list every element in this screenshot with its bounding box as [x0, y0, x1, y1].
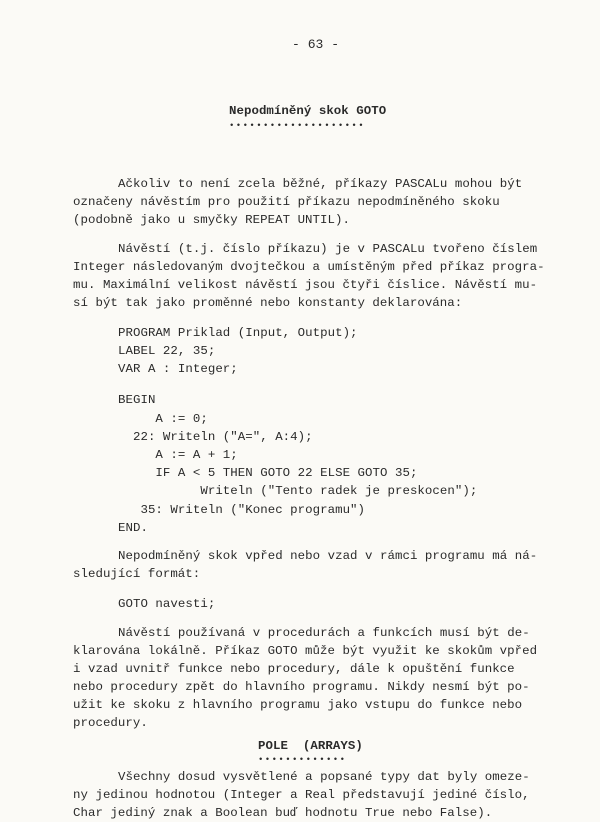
paragraph-line: označeny návěstím pro použití příkazu nepodmíněného skoku — [73, 195, 500, 209]
code-line: IF A < 5 THEN GOTO 22 ELSE GOTO 35; — [118, 466, 418, 480]
heading-underline-dots: ••••••••••••• — [258, 755, 347, 765]
paragraph-line: Návěstí (t.j. číslo příkazu) je v PASCALu tvořeno číslem — [118, 242, 538, 256]
code-line: VAR A : Integer; — [118, 362, 238, 376]
code-line: A := A + 1; — [118, 448, 238, 462]
paragraph-line: Char jediný znak a Boolean buď hodnotu True nebo False). — [73, 806, 493, 820]
paragraph-line: sledující formát: — [73, 567, 201, 581]
paragraph-line: Návěstí používaná v procedurách a funkcích musí být de- — [118, 626, 530, 640]
code-line: Writeln ("Tento radek je preskocen"); — [118, 484, 478, 498]
code-line: GOTO navesti; — [118, 597, 216, 611]
paragraph-line: užit ke skoku z hlavního programu jako vstupu do funkce nebo — [73, 698, 523, 712]
code-line: BEGIN — [118, 393, 156, 407]
section-heading-goto: Nepodmíněný skok GOTO — [229, 104, 387, 118]
code-line: A := 0; — [118, 412, 208, 426]
code-line: 35: Writeln ("Konec programu") — [118, 503, 366, 517]
paragraph-line: i vzad uvnitř funkce nebo procedury, dále k opuštění funkce — [73, 662, 515, 676]
paragraph-line: (podobně jako u smyčky REPEAT UNTIL). — [73, 213, 350, 227]
paragraph-line: procedury. — [73, 716, 148, 730]
paragraph-line: klarována lokálně. Příkaz GOTO může být využit ke skokům vpřed — [73, 644, 538, 658]
paragraph-line: Ačkoliv to není zcela běžné, příkazy PASCALu mohou být — [118, 177, 523, 191]
paragraph-line: mu. Maximální velikost návěstí jsou čtyři číslice. Návěstí mu- — [73, 278, 538, 292]
paragraph-line: Všechny dosud vysvětlené a popsané typy dat byly omeze- — [118, 770, 530, 784]
page-number: - 63 - — [292, 37, 340, 52]
paragraph-line: sí být tak jako proměnné nebo konstanty deklarována: — [73, 296, 463, 310]
code-line: END. — [118, 521, 148, 535]
code-line: 22: Writeln ("A=", A:4); — [118, 430, 313, 444]
heading-underline-dots: •••••••••••••••••••• — [229, 121, 366, 131]
paragraph-line: nebo procedury zpět do hlavního programu. Nikdy nesmí být po- — [73, 680, 530, 694]
code-line: LABEL 22, 35; — [118, 344, 216, 358]
paragraph-line: Nepodmíněný skok vpřed nebo vzad v rámci programu má ná- — [118, 549, 538, 563]
paragraph-line: Integer následovaným dvojtečkou a umístěným před příkaz progra- — [73, 260, 545, 274]
paragraph-line: ny jedinou hodnotou (Integer a Real představují jediné číslo, — [73, 788, 530, 802]
section-heading-arrays: POLE (ARRAYS) — [258, 739, 363, 753]
code-line: PROGRAM Priklad (Input, Output); — [118, 326, 358, 340]
